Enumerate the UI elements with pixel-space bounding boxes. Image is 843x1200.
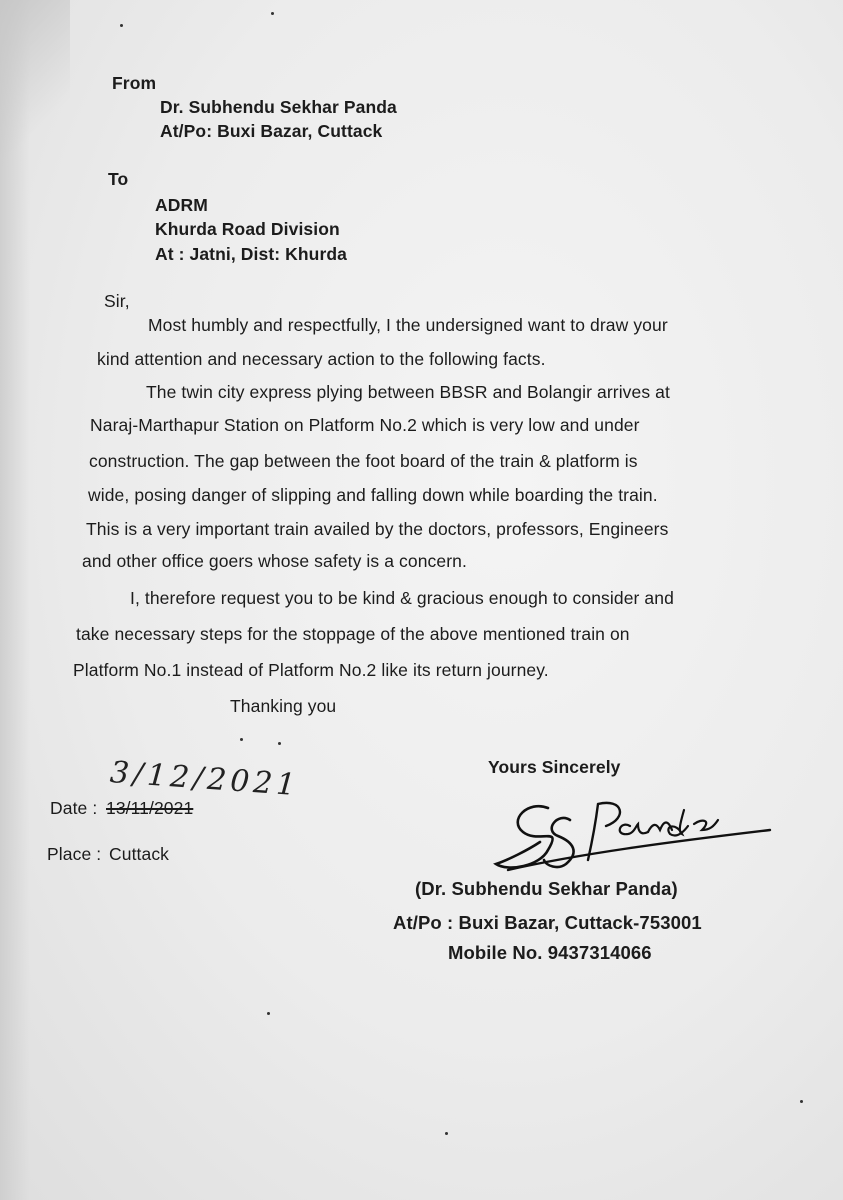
signatory-address: At/Po : Buxi Bazar, Cuttack-753001 (393, 912, 702, 933)
paper-speck (271, 12, 274, 15)
paper-speck (800, 1100, 803, 1103)
paper-speck (240, 738, 243, 741)
paper-speck (120, 24, 123, 27)
body-line: Platform No.1 instead of Platform No.2 like its return journey. (73, 660, 549, 680)
paper-speck (278, 742, 281, 745)
place-value: Cuttack (109, 844, 170, 864)
handwritten-date: 3/12/2021 (108, 755, 301, 804)
sender-address: At/Po: Buxi Bazar, Cuttack (160, 121, 383, 141)
paper-speck (445, 1132, 448, 1135)
to-heading: To (108, 169, 129, 189)
signatory-mobile: Mobile No. 9437314066 (448, 942, 652, 963)
body-line: Most humbly and respectfully, I the undersigned want to draw your (148, 315, 668, 335)
body-line: wide, posing danger of slipping and falling down while boarding the train. (88, 485, 658, 505)
salutation: Sir, (104, 291, 130, 311)
recipient-division: Khurda Road Division (155, 219, 340, 239)
body-line: and other office goers whose safety is a concern. (82, 551, 467, 571)
recipient-title: ADRM (155, 195, 208, 215)
body-line: I, therefore request you to be kind & gracious enough to consider and (130, 588, 674, 608)
page-corner-shadow (0, 0, 70, 170)
recipient-address: At : Jatni, Dist: Khurda (155, 244, 347, 264)
paper-speck (267, 1012, 270, 1015)
body-line: construction. The gap between the foot board of the train & platform is (89, 451, 638, 471)
closing-text: Thanking you (230, 696, 337, 716)
sender-name: Dr. Subhendu Sekhar Panda (160, 97, 397, 117)
date-label: Date : (50, 798, 98, 818)
body-line: Naraj-Marthapur Station on Platform No.2 which is very low and under (90, 415, 640, 435)
place-label: Place : (47, 844, 102, 864)
yours-sincerely: Yours Sincerely (488, 757, 621, 777)
handwritten-signature (488, 790, 778, 880)
page-fold-shadow (0, 0, 30, 1200)
signatory-name: (Dr. Subhendu Sekhar Panda) (415, 878, 678, 899)
body-line: kind attention and necessary action to the following facts. (97, 349, 546, 369)
body-line: take necessary steps for the stoppage of the above mentioned train on (76, 624, 630, 644)
body-line: This is a very important train availed by the doctors, professors, Engineers (86, 519, 669, 539)
body-line: The twin city express plying between BBSR and Bolangir arrives at (146, 382, 670, 402)
from-heading: From (112, 73, 157, 93)
date-printed-struck: 13/11/2021 (106, 798, 194, 818)
